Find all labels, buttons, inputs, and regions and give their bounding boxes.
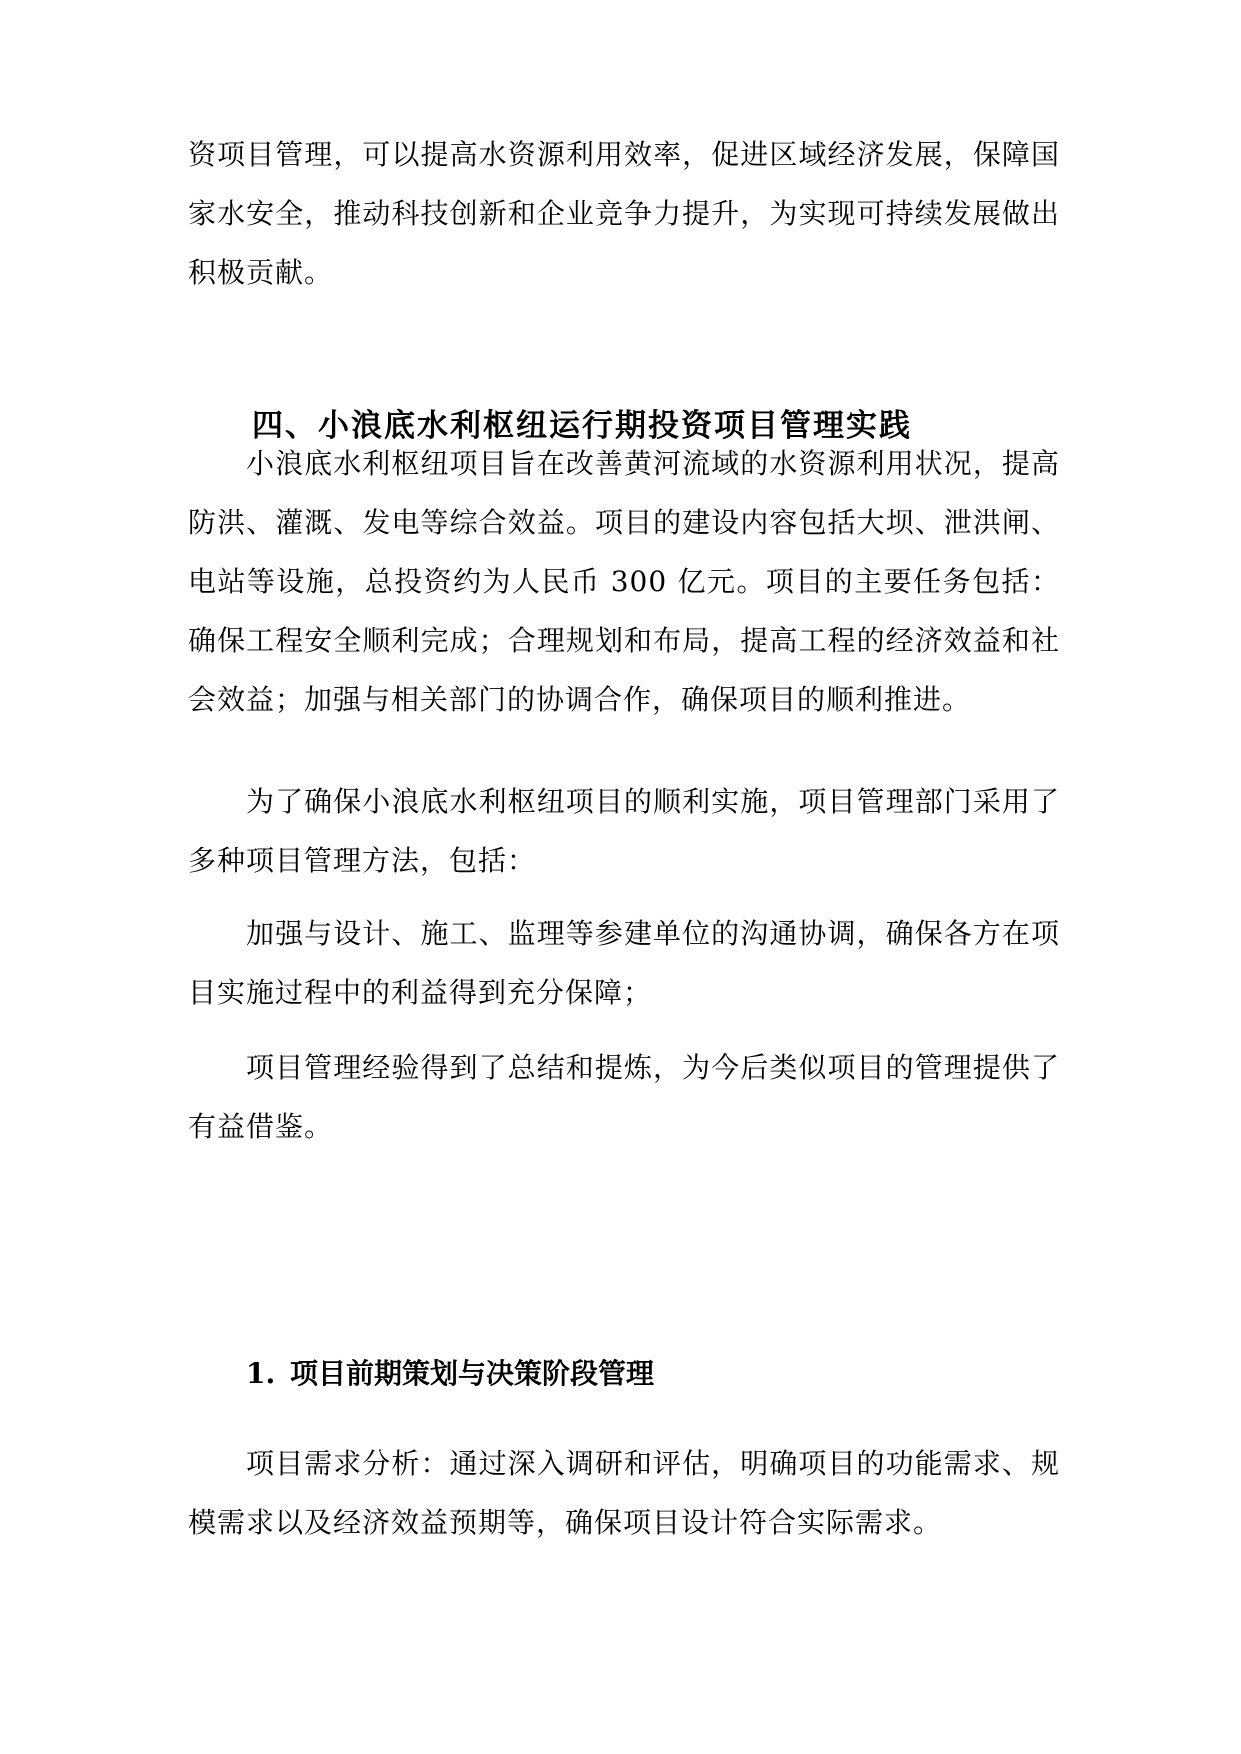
paragraph-demand-analysis: 项目需求分析：通过深入调研和评估，明确项目的功能需求、规模需求以及经济效益预期等，确保项目设计符合实际需求。 (188, 1447, 1060, 1539)
subsection-title: 项目前期策划与决策阶段管理 (290, 1357, 655, 1390)
section-heading: 四、小浪底水利枢纽运行期投资项目管理实践 (252, 408, 912, 444)
subsection-heading (246, 1354, 654, 1394)
paragraph-management-methods: 为了确保小浪底水利枢纽项目的顺利实施，项目管理部门采用了多种项目管理方法，包括： (188, 785, 1060, 877)
paragraph-project-overview: 小浪底水利枢纽项目旨在改善黄河流域的水资源利用状况，提高防洪、灌溉、发电等综合效益。项目的建设内容包括大坝、泄洪闸、电站等设施，总投资约为人民币 300 亿元。项目的主要任务包括：确保工程安全顺利完成；合理规划和布局，提高工程的经济效益和社会效益；加强与相关部门的协调合作，确保项目的顺利推进。 (188, 447, 1060, 716)
subsection-number: 1. (246, 1357, 276, 1390)
paragraph-coordination: 加强与设计、施工、监理等参建单位的沟通协调，确保各方在项目实施过程中的利益得到充分保障； (188, 917, 1060, 1009)
paragraph-intro-continuation: 资项目管理，可以提高水资源利用效率，促进区域经济发展，保障国家水安全，推动科技创新和企业竞争力提升，为实现可持续发展做出积极贡献。 (188, 138, 1060, 289)
paragraph-experience: 项目管理经验得到了总结和提炼，为今后类似项目的管理提供了有益借鉴。 (188, 1051, 1060, 1143)
